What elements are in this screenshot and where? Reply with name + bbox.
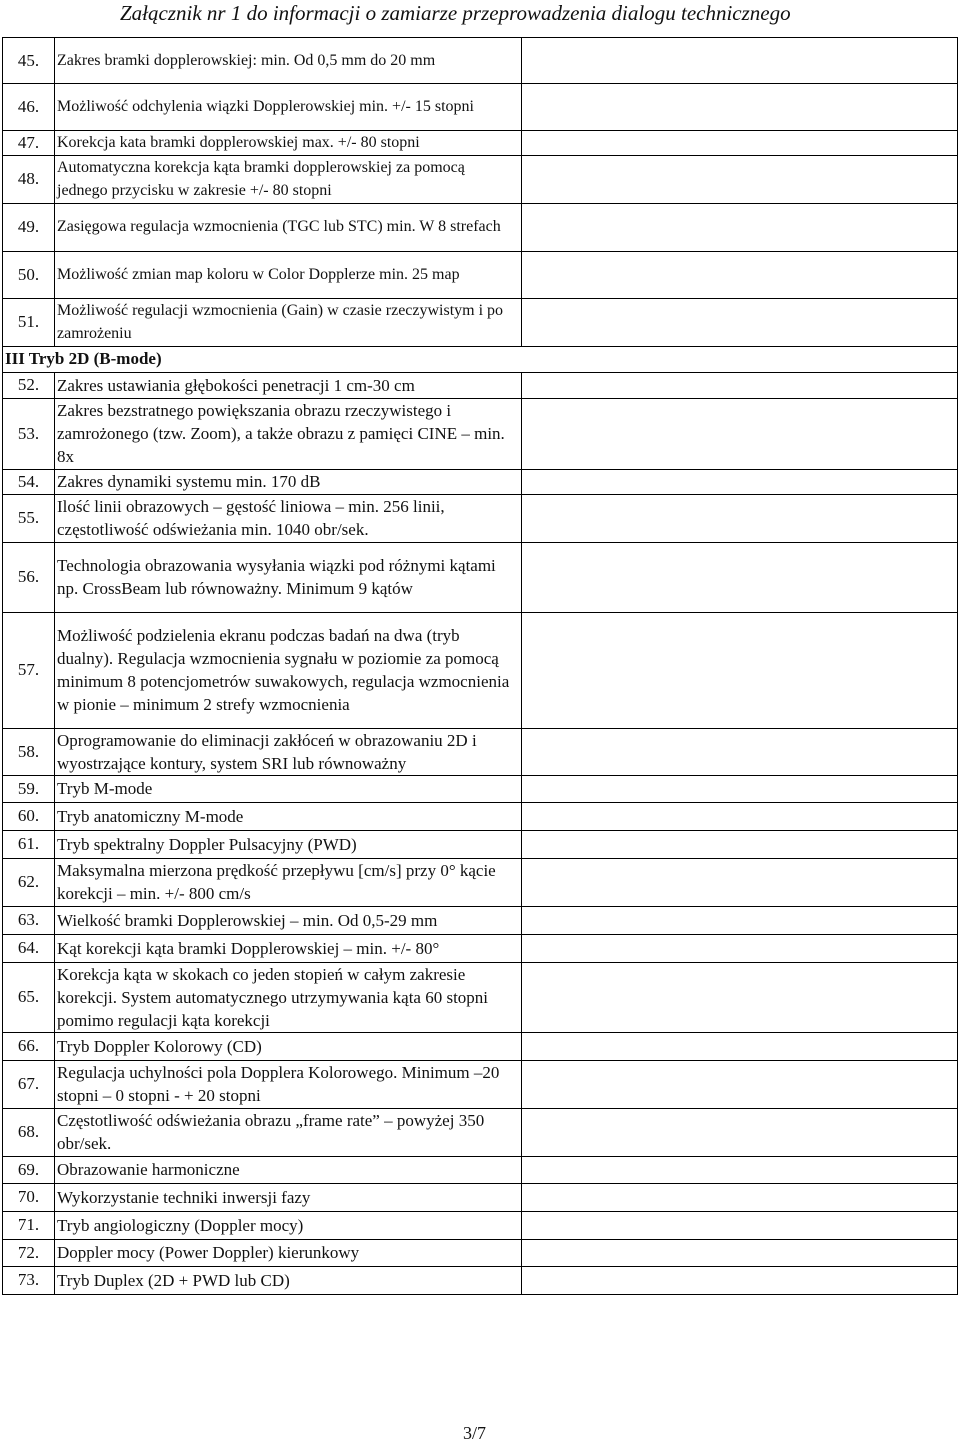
value-cell[interactable]	[522, 542, 958, 612]
value-cell[interactable]	[522, 155, 958, 203]
table-row	[3, 131, 958, 156]
row-description: Możliwość podzielenia ekranu podczas badań na dwa (tryb dualny). Regulacja wzmocnienia sygnału w poziomie za pomocą minimum 8 potencjometrów suwakowych, regulacja wzmocnienia w pionie – minimum 2 strefy wzmocnienia	[55, 612, 522, 728]
row-number: 62.	[3, 858, 55, 906]
value-cell[interactable]	[522, 802, 958, 830]
table-row	[3, 298, 958, 346]
value-cell[interactable]	[522, 1156, 958, 1183]
value-cell[interactable]	[522, 251, 958, 298]
document-header: Załącznik nr 1 do informacji o zamiarze przeprowadzenia dialogu technicznego	[120, 1, 791, 25]
row-number: 55.	[3, 494, 55, 542]
value-cell[interactable]	[522, 131, 958, 156]
table-row	[3, 830, 958, 858]
row-description: Korekcja kąta w skokach co jeden stopień w całym zakresie korekcji. System automatycznego utrzymywania kąta 60 stopni pomimo regulacji kąta korekcji	[55, 962, 522, 1032]
row-number: 70.	[3, 1183, 55, 1211]
table-row	[3, 372, 958, 398]
value-cell[interactable]	[522, 1266, 958, 1294]
table-row	[3, 612, 958, 728]
row-description: Ilość linii obrazowych – gęstość liniowa – min. 256 linii, częstotliwość odświeżania min. 1040 obr/sek.	[55, 494, 522, 542]
row-number: 68.	[3, 1108, 55, 1156]
section-row	[3, 346, 958, 372]
row-number: 50.	[3, 251, 55, 298]
value-cell[interactable]	[522, 612, 958, 728]
row-description: Częstotliwość odświeżania obrazu „frame rate” – powyżej 350 obr/sek.	[55, 1108, 522, 1156]
specification-table	[2, 37, 958, 1295]
value-cell[interactable]	[522, 1239, 958, 1266]
row-description: Tryb Doppler Kolorowy (CD)	[55, 1032, 522, 1060]
row-number: 60.	[3, 802, 55, 830]
value-cell[interactable]	[522, 38, 958, 84]
row-number: 48.	[3, 155, 55, 203]
value-cell[interactable]	[522, 372, 958, 398]
value-cell[interactable]	[522, 494, 958, 542]
row-number: 46.	[3, 84, 55, 131]
row-number: 49.	[3, 203, 55, 251]
value-cell[interactable]	[522, 906, 958, 934]
table-row	[3, 494, 958, 542]
row-description: Możliwość odchylenia wiązki Dopplerowskiej min. +/- 15 stopni	[55, 84, 522, 131]
row-number: 47.	[3, 131, 55, 156]
value-cell[interactable]	[522, 398, 958, 469]
row-number: 66.	[3, 1032, 55, 1060]
row-number: 56.	[3, 542, 55, 612]
section-heading: III Tryb 2D (B-mode)	[3, 346, 958, 372]
row-description: Zakres ustawiania głębokości penetracji 1 cm-30 cm	[55, 372, 522, 398]
table-row	[3, 38, 958, 84]
value-cell[interactable]	[522, 858, 958, 906]
table-row	[3, 251, 958, 298]
row-description: Możliwość regulacji wzmocnienia (Gain) w czasie rzeczywistym i po zamrożeniu	[55, 298, 522, 346]
row-number: 65.	[3, 962, 55, 1032]
row-description: Obrazowanie harmoniczne	[55, 1156, 522, 1183]
value-cell[interactable]	[522, 1108, 958, 1156]
row-number: 52.	[3, 372, 55, 398]
row-description: Oprogramowanie do eliminacji zakłóceń w obrazowaniu 2D i wyostrzające kontury, system SRI lub równoważny	[55, 728, 522, 775]
row-number: 45.	[3, 38, 55, 84]
value-cell[interactable]	[522, 1211, 958, 1239]
row-number: 63.	[3, 906, 55, 934]
table-row	[3, 398, 958, 469]
row-description: Automatyczna korekcja kąta bramki dopplerowskiej za pomocą jednego przycisku w zakresie +/- 80 stopni	[55, 155, 522, 203]
row-description: Regulacja uchylności pola Dopplera Kolorowego. Minimum –20 stopni – 0 stopni - + 20 stopni	[55, 1060, 522, 1108]
row-description: Maksymalna mierzona prędkość przepływu [cm/s] przy 0° kącie korekcji – min. +/- 800 cm/s	[55, 858, 522, 906]
row-number: 53.	[3, 398, 55, 469]
row-description: Wykorzystanie techniki inwersji fazy	[55, 1183, 522, 1211]
table-row	[3, 203, 958, 251]
row-description: Zakres dynamiki systemu min. 170 dB	[55, 469, 522, 494]
row-number: 57.	[3, 612, 55, 728]
row-number: 69.	[3, 1156, 55, 1183]
row-description: Technologia obrazowania wysyłania wiązki pod różnymi kątami np. CrossBeam lub równoważny. Minimum 9 kątów	[55, 542, 522, 612]
row-description: Zakres bezstratnego powiększania obrazu rzeczywistego i zamrożonego (tzw. Zoom), a także obrazu z pamięci CINE – min. 8x	[55, 398, 522, 469]
row-description: Możliwość zmian map koloru w Color Dopplerze min. 25 map	[55, 251, 522, 298]
table-row	[3, 1108, 958, 1156]
row-number: 59.	[3, 775, 55, 802]
table-row	[3, 155, 958, 203]
table-row	[3, 84, 958, 131]
value-cell[interactable]	[522, 728, 958, 775]
value-cell[interactable]	[522, 934, 958, 962]
row-number: 58.	[3, 728, 55, 775]
value-cell[interactable]	[522, 1032, 958, 1060]
row-number: 64.	[3, 934, 55, 962]
value-cell[interactable]	[522, 775, 958, 802]
value-cell[interactable]	[522, 84, 958, 131]
table-row	[3, 906, 958, 934]
table-row	[3, 1211, 958, 1239]
value-cell[interactable]	[522, 962, 958, 1032]
value-cell[interactable]	[522, 830, 958, 858]
row-description: Wielkość bramki Dopplerowskiej – min. Od 0,5-29 mm	[55, 906, 522, 934]
row-number: 71.	[3, 1211, 55, 1239]
row-number: 67.	[3, 1060, 55, 1108]
row-description: Zakres bramki dopplerowskiej: min. Od 0,5 mm do 20 mm	[55, 38, 522, 84]
row-description: Zasięgowa regulacja wzmocnienia (TGC lub STC) min. W 8 strefach	[55, 203, 522, 251]
row-number: 51.	[3, 298, 55, 346]
row-description: Doppler mocy (Power Doppler) kierunkowy	[55, 1239, 522, 1266]
table-row	[3, 775, 958, 802]
table-row	[3, 469, 958, 494]
table-row	[3, 1239, 958, 1266]
table-row	[3, 1183, 958, 1211]
row-number: 72.	[3, 1239, 55, 1266]
table-row	[3, 858, 958, 906]
table-row	[3, 1266, 958, 1294]
value-cell[interactable]	[522, 1183, 958, 1211]
value-cell[interactable]	[522, 298, 958, 346]
table-row	[3, 962, 958, 1032]
table-row	[3, 728, 958, 775]
page-number-text: 3/7	[463, 1423, 487, 1443]
table-row	[3, 542, 958, 612]
row-number: 61.	[3, 830, 55, 858]
row-description: Tryb anatomiczny M-mode	[55, 802, 522, 830]
row-number: 54.	[3, 469, 55, 494]
row-description: Tryb angiologiczny (Doppler mocy)	[55, 1211, 522, 1239]
row-description: Tryb spektralny Doppler Pulsacyjny (PWD)	[55, 830, 522, 858]
value-cell[interactable]	[522, 469, 958, 494]
table-row	[3, 1156, 958, 1183]
row-number: 73.	[3, 1266, 55, 1294]
row-description: Tryb Duplex (2D + PWD lub CD)	[55, 1266, 522, 1294]
table-row	[3, 934, 958, 962]
table-row	[3, 1032, 958, 1060]
value-cell[interactable]	[522, 203, 958, 251]
table-row	[3, 1060, 958, 1108]
row-description: Tryb M-mode	[55, 775, 522, 802]
row-description: Korekcja kata bramki dopplerowskiej max. +/- 80 stopni	[55, 131, 522, 156]
value-cell[interactable]	[522, 1060, 958, 1108]
row-description: Kąt korekcji kąta bramki Dopplerowskiej – min. +/- 80°	[55, 934, 522, 962]
table-row	[3, 802, 958, 830]
